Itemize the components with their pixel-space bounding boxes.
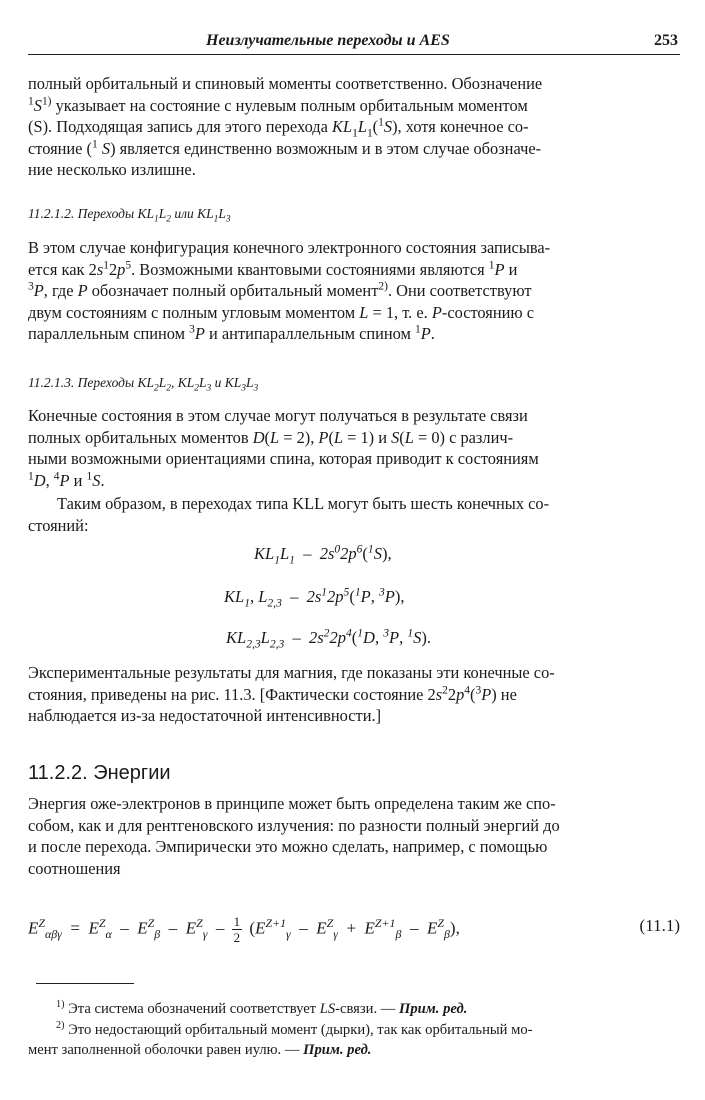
- paragraph-4-line-2: стояний:: [28, 515, 89, 535]
- paragraph-4: [28, 493, 680, 536]
- paragraph-6-line-4: соотношения: [28, 858, 121, 878]
- footnote-2-line-2: мент заполненной оболочки равен иулю. — Прим. ред.: [28, 1042, 372, 1058]
- paragraph-6-line-3: и после перехода. Эмпирически это можно сделать, например, с помощью: [28, 837, 548, 857]
- paragraph-2-line-2: ется как $2s^12p^5$. Возможными квантовыми состояниями являются $^1$P и: [28, 259, 518, 279]
- footnote-2: [28, 1020, 680, 1060]
- transition-equation-1: $KL_1L_1 - 2s^02p^6(^1S)$,: [254, 543, 392, 567]
- paragraph-6: [28, 793, 680, 879]
- paragraph-2-line-3: $^3$P, где P обозначает полный орбитальный момент$^{2)}$. Они соответствуют: [28, 280, 532, 301]
- section-heading-11-2-2: 11.2.2. Энергии: [28, 762, 171, 784]
- paragraph-2-line-4: двум состояниям с полным угловым моментом L = 1, т. е. P-состоянию с: [28, 302, 535, 322]
- running-header: [28, 32, 680, 55]
- transition-equation-3: $KL_{2,3}L_{2,3} - 2s^22p^4(^1D$, $^3$P, $^1$S).: [226, 627, 431, 651]
- transition-equation-2: $KL_1$, $L_{2,3} - 2s^12p^5(^1P$, $^3$P),: [224, 586, 405, 610]
- page-number: 253: [654, 32, 678, 49]
- paragraph-3-line-3: ными возможными ориентациями спина, которая приводит к состояниям: [28, 449, 539, 469]
- footnote-1: $^{1)}$ Эта система обозначений соответствует LS-связи. — Прим. ред.: [56, 999, 468, 1017]
- paragraph-2-line-1: В этом случае конфигурация конечного электронного состояния записыва-: [28, 238, 551, 257]
- paragraph-6-line-1: Энергия оже-электронов в принципе может быть определена таким же спо-: [28, 794, 556, 813]
- paragraph-3-line-2: полных орбитальных моментов D(L = 2), P(L = 1) и S(L = 0) с различ-: [28, 427, 514, 447]
- subsection-heading-11-2-1-2: 11.2.1.2. Переходы $KL_1L_2$ или $KL_1L_3$: [28, 206, 231, 225]
- subsection-heading-11-2-1-3: 11.2.1.3. Переходы $KL_2L_2$, $KL_2L_3$ и $KL_3L_3$: [28, 375, 259, 394]
- paragraph-1-line-5: ние несколько излишне.: [28, 160, 196, 180]
- paragraph-1-line-2: $^1S^{1)}$ указывает на состояние с нулевым полным орбитальным моментом: [28, 95, 528, 115]
- paragraph-1-line-4: стояние ($^1$ S) является единственно возможным и в этом случае обозначе-: [28, 138, 542, 158]
- paragraph-1: [28, 73, 680, 181]
- paragraph-3: [28, 405, 680, 491]
- paragraph-4-line-1: Таким образом, в переходах типа KLL могут быть шесть конечных со-: [57, 494, 550, 513]
- paragraph-6-line-2: собом, как и для рентгеновского излучения: по разности полный энергий до: [28, 815, 560, 835]
- footnote-divider: [36, 983, 134, 984]
- equation-11-1-body: $E^Z_{\alpha\beta\gamma} = E^Z_\alpha - E^Z_\beta - E^Z_\gamma$ – $\frac{1}{2}$ $(E^{Z+1}_\gamma - E^Z_\gamma + E^{Z+1}_\beta - E^Z_\beta)$,: [28, 914, 460, 945]
- paragraph-5-line-2: стояния, приведены на рис. 11.3. [Фактически состояние $2s^22p^4(^3P)$ не: [28, 684, 517, 704]
- paragraph-3-line-4: $^1$D, $^4$P и $^1$S.: [28, 470, 105, 490]
- paragraph-1-line-1: полный орбитальный и спиновый моменты соответственно. Обозначение: [28, 74, 543, 93]
- footnote-2-line-1: $^{2)}$ Это недостающий орбитальный момент (дырки), так как орбитальный мо-: [56, 1020, 533, 1038]
- equation-number: (11.1): [639, 916, 680, 935]
- paragraph-3-line-1: Конечные состояния в этом случае могут получаться в результате связи: [28, 406, 528, 425]
- paragraph-5-line-1: Экспериментальные результаты для магния, где показаны эти конечные со-: [28, 663, 555, 682]
- paragraph-5-line-3: наблюдается из-за недостаточной интенсивности.]: [28, 706, 382, 726]
- header-title: Неизлучательные переходы и AES: [206, 32, 450, 49]
- one-half-fraction: $\frac{1}{2}$: [233, 914, 241, 945]
- paragraph-2-line-5: параллельным спином $^3$P и антипараллельным спином $^1$P.: [28, 323, 435, 344]
- paragraph-2: [28, 237, 680, 345]
- paragraph-5: [28, 662, 680, 727]
- paragraph-1-line-3: (S). Подходящая запись для этого перехода $KL_1L_1(^1S)$, хотя конечное со-: [28, 116, 529, 140]
- equation-11-1: [28, 902, 680, 952]
